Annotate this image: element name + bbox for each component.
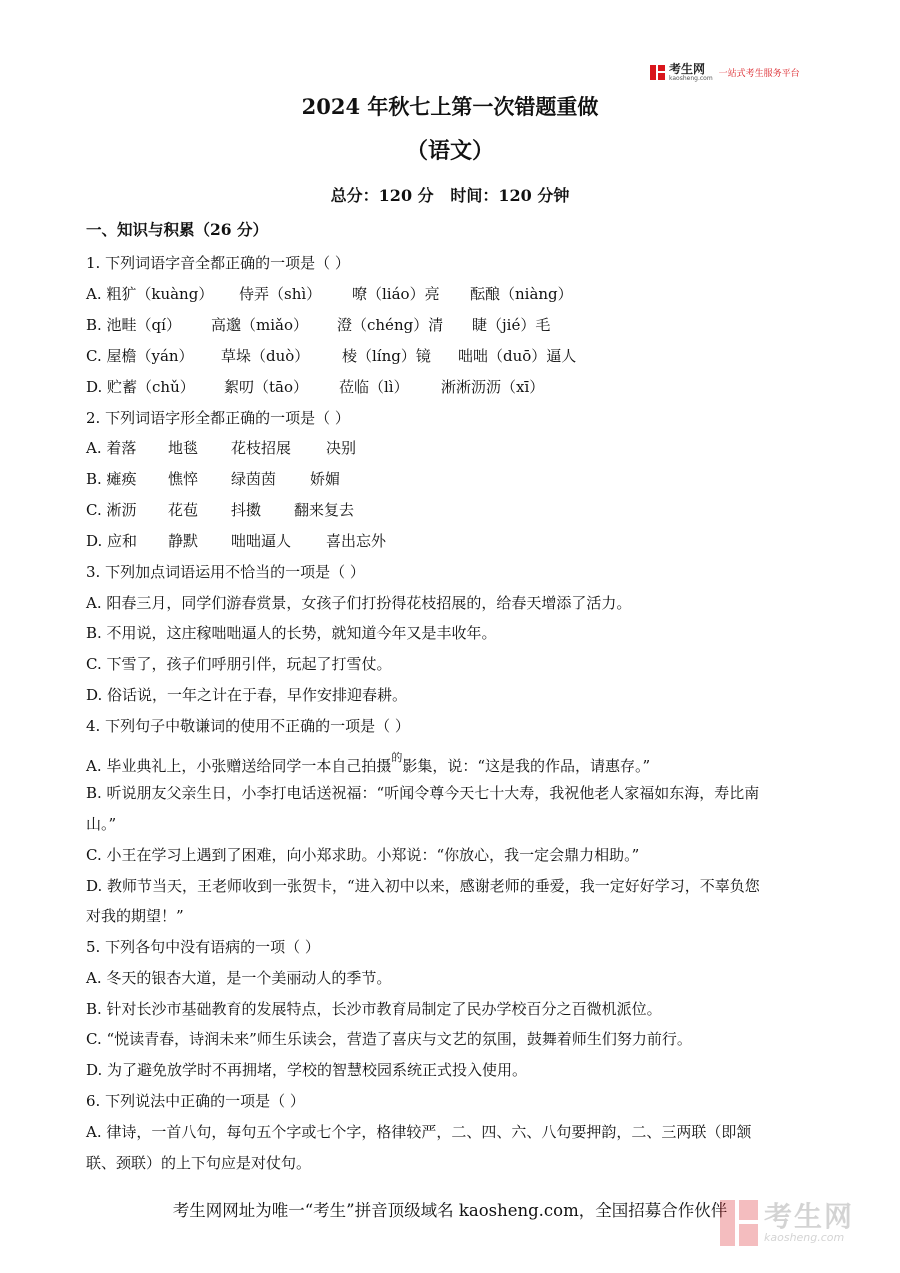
question-4-option-b-line2: 山。”	[86, 815, 117, 833]
exam-meta: 总分：120 分 时间：120 分钟	[330, 186, 570, 205]
question-4-stem: 4. 下列句子中敬谦词的使用不正确的一项是（ ）	[86, 717, 410, 735]
option-part: 淅淅沥沥（xī）	[441, 378, 545, 396]
overlay-char: 的	[391, 751, 403, 764]
option-part: 喜出忘外	[326, 532, 387, 550]
option-part: 澄（chéng）清	[337, 316, 444, 334]
question-5-stem: 5. 下列各句中没有语病的一项（ ）	[86, 938, 320, 956]
question-3-stem: 3. 下列加点词语运用不恰当的一项是（ ）	[86, 563, 365, 581]
option-part: C. 淅沥	[86, 501, 137, 519]
option-part: 静默	[168, 532, 199, 550]
question-3-option-b: B. 不用说，这庄稼咄咄逼人的长势，就知道今年又是丰收年。	[86, 624, 497, 642]
subject-label: （语文）	[405, 138, 494, 164]
question-4-option-d-line1: D. 教师节当天，王老师收到一张贺卡，“进入初中以来，感谢老师的垂爱，我一定好好学习，不辜负您	[86, 877, 760, 895]
option-part: 嘹（liáo）亮	[352, 285, 440, 303]
question-3-option-c: C. 下雪了，孩子们呼朋引伴，玩起了打雪仗。	[86, 655, 392, 673]
question-5-option-d: D. 为了避免放学时不再拥堵，学校的智慧校园系统正式投入使用。	[86, 1061, 528, 1079]
footer-text: 考生网网址为唯一“考生”拼音顶级域名 kaosheng.com，全国招募合作伙伴	[172, 1201, 728, 1220]
question-4-option-a	[86, 752, 650, 776]
kaosheng-watermark-icon	[720, 1200, 758, 1246]
footer-logo-domain: kaosheng.com	[764, 1231, 845, 1244]
option-part: 花枝招展	[231, 439, 292, 457]
question-5-option-b: B. 针对长沙市基础教育的发展特点，长沙市教育局制定了民办学校百分之百微机派位。	[86, 1000, 662, 1018]
option-part: 憔悴	[168, 470, 199, 488]
question-6-option-a-line1: A. 律诗，一首八句，每句五个字或七个字，格律较严，二、四、六、八句要押韵，二、三两联（即颔	[86, 1123, 752, 1141]
option-part: 高邈（miǎo）	[211, 316, 308, 334]
option-part: B. 瘫痪	[86, 470, 137, 488]
option-part: B. 池畦（qí）	[86, 316, 181, 334]
header-logo-slogan: 一站式考生服务平台	[718, 68, 800, 79]
question-5-option-c: C. “悦读青春，诗润未来”师生乐读会，营造了喜庆与文艺的氛围，鼓舞着师生们努力前行。	[86, 1030, 692, 1048]
option-part: 决别	[326, 439, 357, 457]
footer-logo-brand: 考生网	[764, 1200, 855, 1233]
question-6-stem: 6. 下列说法中正确的一项是（ ）	[86, 1092, 305, 1110]
footer-logo-text	[764, 1202, 854, 1244]
page-title: 2024 年秋七上第一次错题重做	[301, 94, 599, 119]
question-3-option-d: D. 俗话说，一年之计在于春，早作安排迎春耕。	[86, 686, 408, 704]
question-2-stem: 2. 下列词语字形全都正确的一项是（ ）	[86, 409, 350, 427]
option-part: A. 粗犷（kuàng）	[86, 285, 214, 303]
option-part: 棱（líng）镜	[342, 347, 431, 365]
question-3-option-a: A. 阳春三月，同学们游春赏景，女孩子们打扮得花枝招展的，给春天增添了活力。	[86, 594, 632, 612]
question-5-option-a: A. 冬天的银杏大道，是一个美丽动人的季节。	[86, 969, 392, 987]
option-part: 睫（jié）毛	[472, 316, 551, 334]
option-part: 酝酿（niàng）	[470, 285, 573, 303]
question-6-option-a-line2: 联、颈联）的上下句应是对仗句。	[86, 1154, 312, 1172]
option-part: 娇媚	[310, 470, 341, 488]
option-text: 影集，说：“这是我的作品，请惠存。”	[402, 757, 651, 775]
option-part: D. 贮蓄（chǔ）	[86, 378, 195, 396]
option-part: 花苞	[168, 501, 199, 519]
option-part: 草垛（duò）	[221, 347, 310, 365]
question-1-stem: 1. 下列词语字音全都正确的一项是（ ）	[86, 254, 350, 272]
option-part: 侍弄（shì）	[239, 285, 322, 303]
option-text: A. 毕业典礼上，小张赠送给同学一本自己拍摄	[86, 757, 392, 775]
header-logo	[650, 63, 800, 81]
option-part: 咄咄（duō）逼人	[458, 347, 577, 365]
option-part: 绿茵茵	[231, 470, 277, 488]
header-logo-domain: kaosheng.com	[669, 74, 713, 82]
header-logo-brand: 考生网 kaosheng.com	[669, 61, 713, 82]
option-part: 翻来复去	[294, 501, 355, 519]
section-heading: 一、知识与积累（26 分）	[86, 220, 268, 239]
question-4-option-c: C. 小王在学习上遇到了困难，向小郑求助。小郑说：“你放心，我一定会鼎力相助。”	[86, 846, 640, 864]
question-4-option-d-line2: 对我的期望！”	[86, 907, 184, 925]
option-part: D. 应和	[86, 532, 138, 550]
option-part: A. 着落	[86, 439, 137, 457]
kaosheng-logo-icon	[650, 65, 665, 80]
footer-logo	[720, 1200, 854, 1246]
option-part: 抖擞	[231, 501, 262, 519]
option-part: 咄咄逼人	[231, 532, 292, 550]
option-part: 地毯	[168, 439, 199, 457]
option-part: C. 屋檐（yán）	[86, 347, 194, 365]
option-part: 莅临（lì）	[339, 378, 409, 396]
option-part: 絮叨（tāo）	[224, 378, 309, 396]
question-4-option-b-line1: B. 听说朋友父亲生日，小李打电话送祝福：“听闻令尊今天七十大寿，我祝他老人家福如东海，寿比南	[86, 784, 760, 802]
